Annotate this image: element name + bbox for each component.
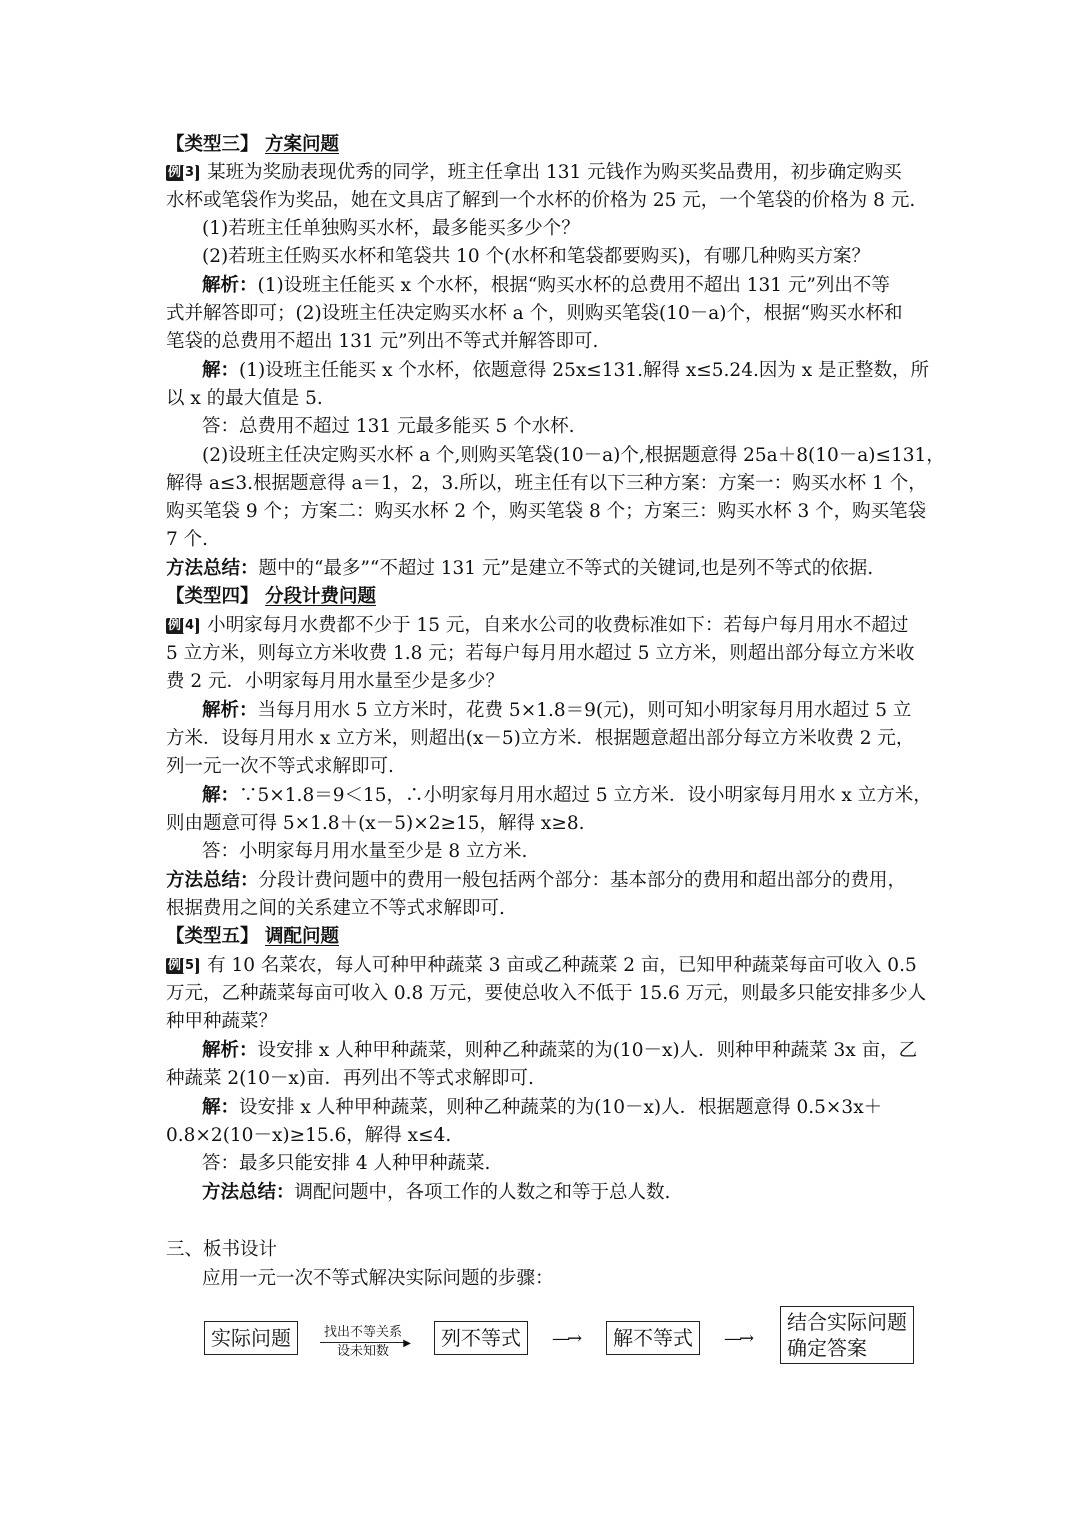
solution3-line6: 购买笔袋 9 个；方案二：购买水杯 2 个，购买笔袋 8 个；方案三：购买水杯 3 个，购买笔袋 xyxy=(166,501,927,522)
example5-line1: 例 5 有 10 名菜农，每人可种甲种蔬菜 3 亩或乙种蔬菜 2 亩，已知甲种蔬菜每亩可收入 0.5 xyxy=(168,955,917,976)
solution5-line3: 答：最多只能安排 4 人种甲种蔬菜. xyxy=(202,1153,491,1174)
example4-line1: 例 4 小明家每月水费都不少于 15 元，自来水公司的收费标准如下：若每户每月用水不超过 xyxy=(168,615,909,636)
analysis3-line2: 式并解答即可；(2)设班主任决定购买水杯 a 个，则购买笔袋(10－a)个，根据“购买水杯和 xyxy=(166,303,903,324)
flow-step-real-problem: 实际问题 xyxy=(204,1321,298,1355)
solution4-line2: 则由题意可得 5×1.8＋(x－5)×2≥15，解得 x≥8. xyxy=(166,813,585,834)
section-heading-type4 xyxy=(166,583,918,611)
method3-summary: 方法总结：题中的“最多”“不超过 131 元”是建立不等式的关键词,也是列不等式的依据. xyxy=(166,558,874,579)
arrow-label-bottom: 设未知数 xyxy=(336,1344,389,1359)
analysis5-line2: 种蔬菜 2(10－x)亩．再列出不等式求解即可. xyxy=(166,1068,534,1089)
method-label: 方法总结： xyxy=(166,870,259,891)
example3-line1: 例 3 某班为奖励表现优秀的同学，班主任拿出 131 元钱作为购买奖品费用，初步确定购买 xyxy=(168,162,902,183)
step4-line1: 结合实际问题 xyxy=(787,1310,907,1334)
example4-line2: 5 立方米，则每立方米收费 1.8 元；若每户每月用水超过 5 立方米，则超出部分每立方米收 xyxy=(166,643,915,664)
flow-arrow-2: —→ xyxy=(552,1328,580,1349)
example5-line3: 种甲种蔬菜？ xyxy=(166,1011,278,1032)
solution4-line1: 解：∵5×1.8＝9＜15，∴小明家每月用水超过 5 立方米．设小明家每月用水 x 立方米， xyxy=(202,785,932,806)
heading-label: 【类型四】 xyxy=(166,586,259,607)
heading-label: 【类型五】 xyxy=(166,926,259,947)
heading-title: 调配问题 xyxy=(264,926,339,947)
step4-line2: 确定答案 xyxy=(787,1336,867,1360)
solution-label: 解： xyxy=(202,785,240,806)
board-intro: 应用一元一次不等式解决实际问题的步骤： xyxy=(202,1268,554,1289)
method4-summary-line1: 方法总结：分段计费问题中的费用一般包括两个部分：基本部分的费用和超出部分的费用， xyxy=(166,870,907,891)
solution3-line4: (2)设班主任决定购买水杯 a 个,则购买笔袋(10－a)个,根据题意得 25a＋8(10－a)≤131， xyxy=(202,445,945,466)
example-badge: 例 3 xyxy=(166,165,199,181)
solution-label: 解： xyxy=(202,360,240,381)
solution4-line3: 答：小明家每月用水量至少是 8 立方米. xyxy=(202,841,528,862)
solution5-line2: 0.8×2(10－x)≥15.6，解得 x≤4. xyxy=(166,1125,452,1146)
example4-line3: 费 2 元．小明家每月用水量至少是多少？ xyxy=(166,671,505,692)
example-badge: 例 5 xyxy=(166,958,199,974)
flow-step-solve-inequality: 解不等式 xyxy=(606,1321,700,1355)
solution3-line1: 解：(1)设班主任能买 x 个水杯，依题意得 25x≤131.解得 x≤5.24.因为 x 是正整数，所 xyxy=(202,360,930,381)
section-heading-type3 xyxy=(166,131,918,159)
board-heading: 三、板书设计 xyxy=(166,1239,278,1260)
example3-line2: 水杯或笔袋作为奖品，她在文具店了解到一个水杯的价格为 25 元，一个笔袋的价格为 8 元. xyxy=(166,190,916,211)
method4-summary-line2: 根据费用之间的关系建立不等式求解即可. xyxy=(166,898,505,919)
arrowhead-icon: ▶ xyxy=(403,1338,411,1349)
analysis3-line1: 解析：(1)设班主任能买 x 个水杯，根据“购买水杯的总费用不超出 131 元”列出不等 xyxy=(202,275,890,296)
example3-question2: (2)若班主任购买水杯和笔袋共 10 个(水杯和笔袋都要购买)，有哪几种购买方案？ xyxy=(202,246,870,267)
analysis3-line3: 笔袋的总费用不超出 131 元”列出不等式并解答即可. xyxy=(166,331,599,352)
flow-arrow-labeled xyxy=(316,1325,410,1360)
analysis-label: 解析： xyxy=(202,1040,258,1061)
method-label: 方法总结： xyxy=(166,558,259,579)
solution3-line3: 答：总费用不超过 131 元最多能买 5 个水杯. xyxy=(202,416,575,437)
heading-title: 分段计费问题 xyxy=(264,586,376,607)
example3-question1: (1)若班主任单独购买水杯，最多能买多少个？ xyxy=(202,218,580,239)
example-badge: 例 4 xyxy=(166,618,199,634)
solution3-line2: 以 x 的最大值是 5. xyxy=(166,388,323,409)
flow-step-write-inequality: 列不等式 xyxy=(434,1321,528,1355)
heading-label: 【类型三】 xyxy=(166,134,259,155)
flow-step-determine-answer xyxy=(780,1306,914,1364)
analysis5-line1: 解析：设安排 x 人种甲种蔬菜，则种乙种蔬菜的为(10－x)人．则种甲种蔬菜 3x 亩，乙 xyxy=(202,1040,918,1061)
solution5-line1: 解：设安排 x 人种甲种蔬菜，则种乙种蔬菜的为(10－x)人．根据题意得 0.5×3x＋ xyxy=(202,1097,883,1118)
section-heading-type5 xyxy=(166,923,918,951)
analysis4-line1: 解析：当每月用水 5 立方米时，花费 5×1.8＝9(元)，则可知小明家每月用水超过 5 立 xyxy=(202,700,912,721)
analysis-label: 解析： xyxy=(202,700,258,721)
analysis4-line3: 列一元一次不等式求解即可. xyxy=(166,756,394,777)
heading-title: 方案问题 xyxy=(264,134,339,155)
method5-summary: 方法总结：调配问题中，各项工作的人数之和等于总人数. xyxy=(202,1182,671,1203)
solution-label: 解： xyxy=(202,1097,240,1118)
method-label: 方法总结： xyxy=(202,1182,295,1203)
solution3-line5: 解得 a≤3.根据题意得 a＝1，2，3.所以，班主任有以下三种方案：方案一：购买水杯 1 个， xyxy=(166,473,927,494)
analysis-label: 解析： xyxy=(202,275,258,296)
arrow-line xyxy=(320,1338,411,1349)
solution3-line7: 7 个. xyxy=(166,529,209,550)
arrow-label-top: 找出不等关系 xyxy=(323,1325,402,1340)
example5-line2: 万元，乙种蔬菜每亩可收入 0.8 万元，要使总收入不低于 15.6 万元，则最多只能安排多少人 xyxy=(166,983,927,1004)
analysis4-line2: 方米．设每月用水 x 立方米，则超出(x－5)立方米．根据题意超出部分每立方米收费 2 元， xyxy=(166,728,915,749)
flow-arrow-3: —→ xyxy=(724,1328,752,1349)
